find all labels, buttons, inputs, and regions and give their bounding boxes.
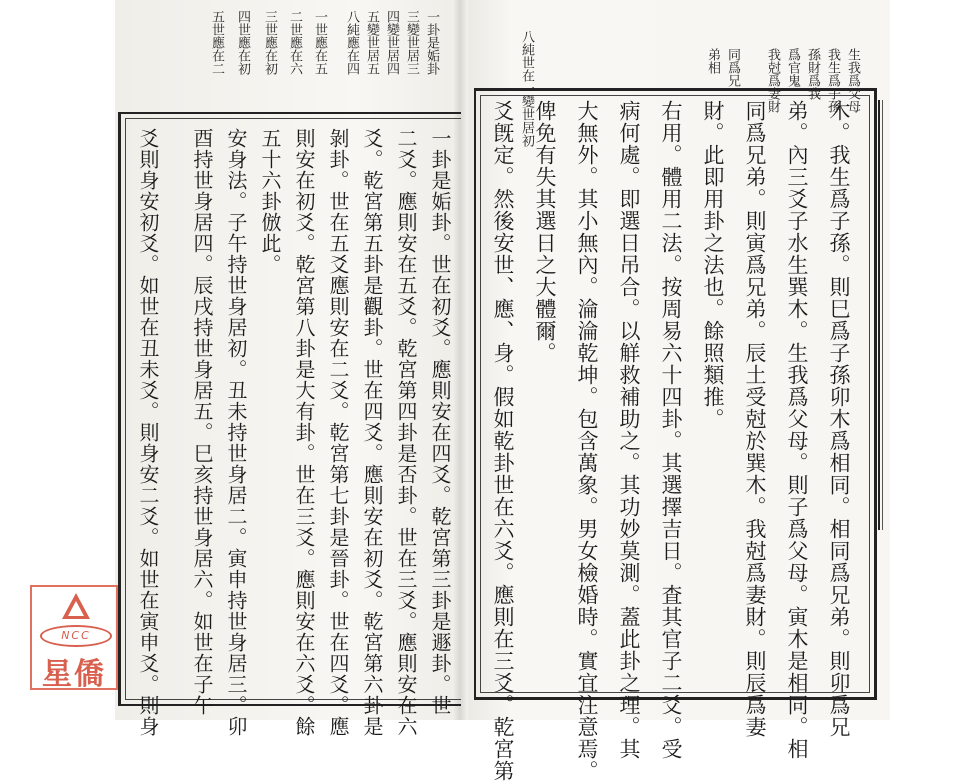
right-outer-rule-thin bbox=[882, 100, 883, 530]
left-header-column: 五世應在二 bbox=[209, 10, 224, 75]
right-text-column: 俾免有失其選日之大體爾。 bbox=[533, 100, 557, 364]
left-text-column: 二爻。應則安在五爻。乾宮第四卦是否卦。世在三爻。應則安在六 bbox=[394, 128, 418, 737]
left-text-column: 剝卦。世在五爻應則安在二爻。乾宮第七卦是晉卦。世在四爻。應 bbox=[326, 128, 350, 737]
left-text-column: 酉持世身居四。辰戌持世身居五。巳亥持世身居六。如世在子午 bbox=[190, 128, 214, 716]
left-header-column: 八純應在四 bbox=[344, 10, 359, 75]
seal-name-text: 星僑 bbox=[42, 657, 106, 692]
right-note-column: 我生爲子孫 bbox=[825, 48, 840, 113]
left-header-column: 二世應在六 bbox=[287, 10, 302, 75]
ncc-watermark-seal bbox=[30, 585, 118, 690]
left-text-column: 爻。乾宮第五卦是觀卦。世在四爻。應則安在初爻。乾宮第六卦是 bbox=[360, 128, 384, 737]
right-note-column: 同爲兄 bbox=[725, 48, 740, 87]
left-text-column: 則安在初爻。乾宮第八卦是大有卦。世在三爻。應則安在六爻。餘 bbox=[292, 128, 316, 737]
right-text-column: 同爲兄弟。則寅爲兄弟。辰土受尅於巽木。我尅爲妻財。則辰爲妻 bbox=[743, 100, 767, 738]
left-header-column: 三變世居三 bbox=[404, 10, 419, 75]
right-note-column: 孫財爲我 bbox=[805, 48, 820, 100]
triangle-inner bbox=[68, 601, 84, 616]
right-note-column: 八純世在一變世居初 bbox=[519, 30, 534, 147]
left-text-column: 五十六卦倣此。 bbox=[258, 128, 282, 275]
right-text-column: 爻旣定。然後安世、應、身。假如乾卦世在六爻。應則在三爻。乾宮第 bbox=[491, 100, 515, 782]
right-note-column: 我尅爲妻財 bbox=[765, 48, 780, 113]
right-text-column: 弟。內三爻子水生巽木。生我爲父母。則子爲父母。寅木是相同。相 bbox=[785, 100, 809, 760]
left-text-column: 安身法。子午持世身居初。丑未持世身居二。寅申持世身居三。卯 bbox=[224, 128, 248, 737]
left-header-column: 三世應在初 bbox=[262, 10, 277, 75]
left-header-column: 五變世居五 bbox=[364, 10, 379, 75]
left-text-column: 一卦是姤卦。世在初爻。應則安在四爻。乾宮第三卦是遯卦。世 bbox=[428, 128, 452, 716]
left-header-column: 一世應在五 bbox=[312, 10, 327, 75]
right-text-column: 財。此即用卦之法也。餘照類推。 bbox=[701, 100, 725, 430]
right-text-column: 木。我生爲子孫。則巳爲子孫卯木爲相同。相同爲兄弟。則卯爲兄 bbox=[827, 100, 851, 738]
right-note-column: 生我爲父母 bbox=[845, 48, 860, 113]
right-text-column: 右用。體用二法。按周易六十四卦。其選擇吉日。査其官子二爻。受 bbox=[659, 100, 683, 760]
right-note-column: 爲官鬼 bbox=[785, 48, 800, 87]
right-note-column: 弟相 bbox=[705, 48, 720, 74]
left-header-column: 一卦是姤卦 bbox=[424, 10, 439, 75]
seal-latin-text: NCC bbox=[40, 625, 112, 647]
right-text-column: 病何處。即選日吊合。以觧救補助之。其功妙莫測。蓋此卦之理。其 bbox=[617, 100, 641, 760]
left-text-column: 爻則身安初爻。如世在丑未爻。則身安二爻。如世在寅申爻。則身 bbox=[136, 128, 160, 737]
left-header-column: 四變世居四 bbox=[384, 10, 399, 75]
left-header-column: 四世應在初 bbox=[235, 10, 250, 75]
right-outer-rule bbox=[878, 100, 880, 530]
right-text-column: 大無外。其小無內。淪淪乾坤。包含萬象。男女檢婚時。實宜注意焉。 bbox=[575, 100, 599, 782]
